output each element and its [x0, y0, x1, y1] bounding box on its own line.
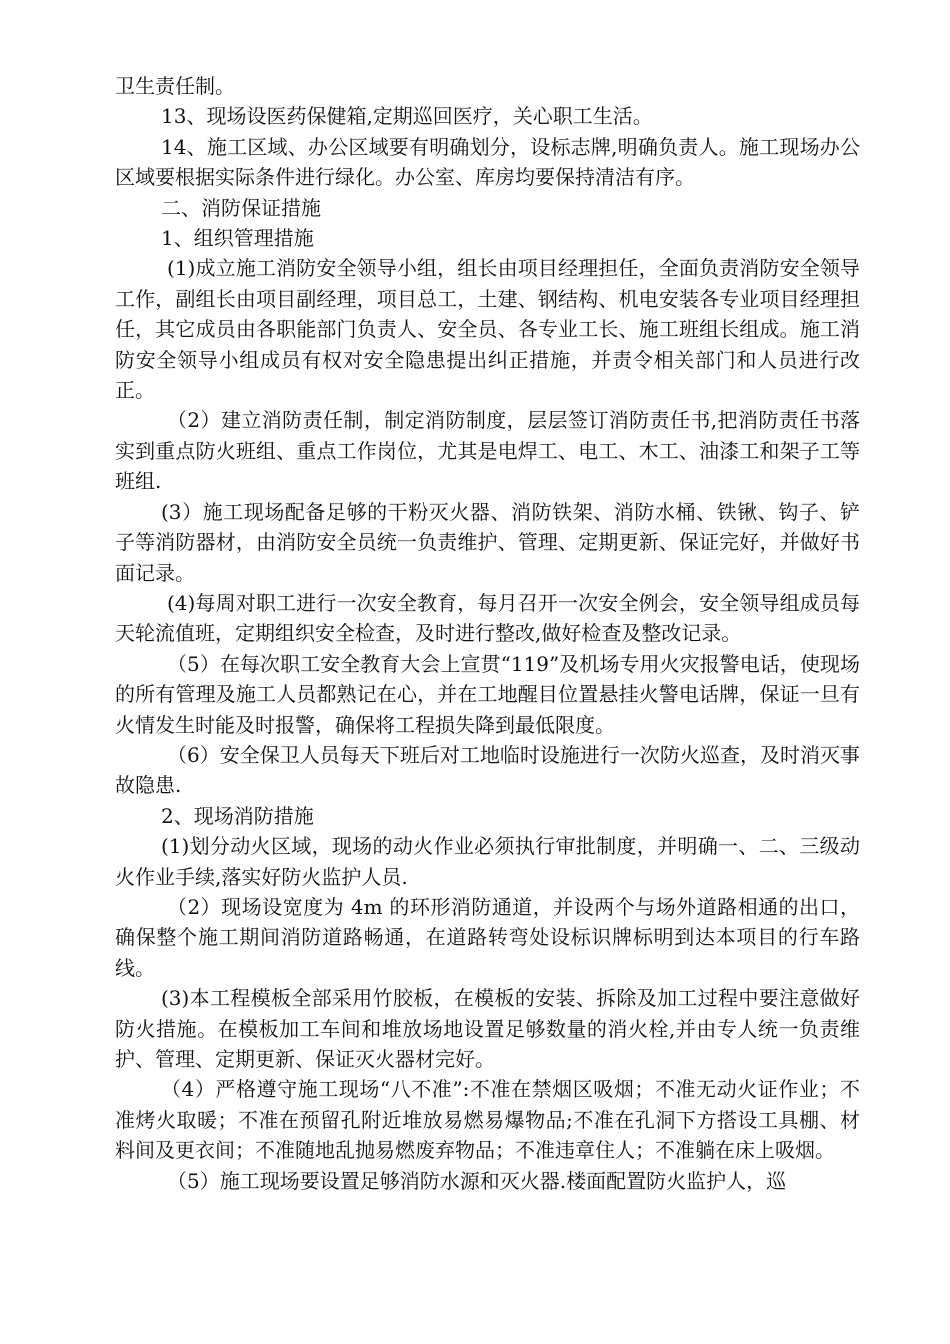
- paragraph-item-14: 14、施工区域、办公区域要有明确划分，设标志牌,明确负责人。施工现场办公区域要根据实际条件进行绿化。办公室、库房均要保持清洁有序。: [115, 134, 860, 190]
- paragraph-org-6: （6）安全保卫人员每天下班后对工地临时设施进行一次防火巡查，及时消灭事故隐患.: [115, 742, 860, 798]
- paragraph-org-5: （5）在每次职工安全教育大会上宣贯“119”及机场专用火灾报警电话，使现场的所有管理及施工人员都熟记在心，并在工地醒目位置悬挂火警电话牌，保证一旦有火情发生时能及时报警，确保将工程损失降到最低限度。: [115, 651, 860, 737]
- subheading-organization-management: 1、组织管理措施: [161, 226, 314, 251]
- paragraph-site-1: (1)划分动火区域，现场的动火作业必须执行审批制度，并明确一、二、三级动火作业手续,落实好防火监护人员.: [115, 834, 860, 889]
- paragraph-site-5: （5）施工现场要设置足够消防水源和灭火器.楼面配置防火监护人，巡: [167, 1168, 787, 1193]
- paragraph-org-3: (3）施工现场配备足够的干粉灭火器、消防铁架、消防水桶、铁锹、钩子、铲子等消防器材，由消防安全员统一负责维护、管理、定期更新、保证完好，并做好书面记录。: [115, 499, 860, 585]
- paragraph-org-4: (4)每周对职工进行一次安全教育，每月召开一次安全例会，安全领导组成员每天轮流值班，定期组织安全检查，及时进行整改,做好检查及整改记录。: [115, 590, 860, 646]
- paragraph-site-2: （2）现场设宽度为 4m 的环形消防通道，并设两个与场外道路相通的出口，确保整个施工期间消防道路畅通，在道路转弯处设标识牌标明到达本项目的行车路线。: [115, 894, 860, 980]
- subheading-site-fire-measures: 2、现场消防措施: [161, 803, 314, 828]
- document-body: [115, 71, 860, 1196]
- paragraph-org-1: (1)成立施工消防安全领导小组，组长由项目经理担任，全面负责消防安全领导工作，副组长由项目副经理，项目总工，土建、钢结构、机电安装各专业项目经理担任，其它成员由各职能部门负责人、安全员、各专业工长、施工班组长组成。施工消防安全领导小组成员有权对安全隐患提出纠正措施，并责令相关部门和人员进行改正。: [115, 256, 860, 403]
- paragraph-site-3: (3)本工程模板全部采用竹胶板，在模板的安装、拆除及加工过程中要注意做好防火措施。在模板加工车间和堆放场地设置足够数量的消火栓,并由专人统一负责维护、管理、定期更新、保证灭火器材完好。: [115, 986, 860, 1071]
- section-heading-fire-measures: 二、消防保证措施: [161, 195, 321, 220]
- paragraph-item-13: 13、现场设医药保健箱,定期巡回医疗，关心职工生活。: [161, 104, 653, 129]
- paragraph-org-2: （2）建立消防责任制，制定消防制度，层层签订消防责任书,把消防责任书落实到重点防火班组、重点工作岗位，尤其是电焊工、电工、木工、油漆工和架子工等班组.: [115, 408, 860, 494]
- paragraph-site-4: （4）严格遵守施工现场“八不准”:不准在禁烟区吸烟；不准无动火证作业；不准烤火取暖；不准在预留孔附近堆放易燃易爆物品;不准在孔洞下方搭设工具棚、材料间及更衣间；不准随地乱抛易燃废弃物品；不准违章住人；不准躺在床上吸烟。: [115, 1077, 860, 1163]
- paragraph-hygiene-responsibility: 卫生责任制。: [115, 74, 235, 98]
